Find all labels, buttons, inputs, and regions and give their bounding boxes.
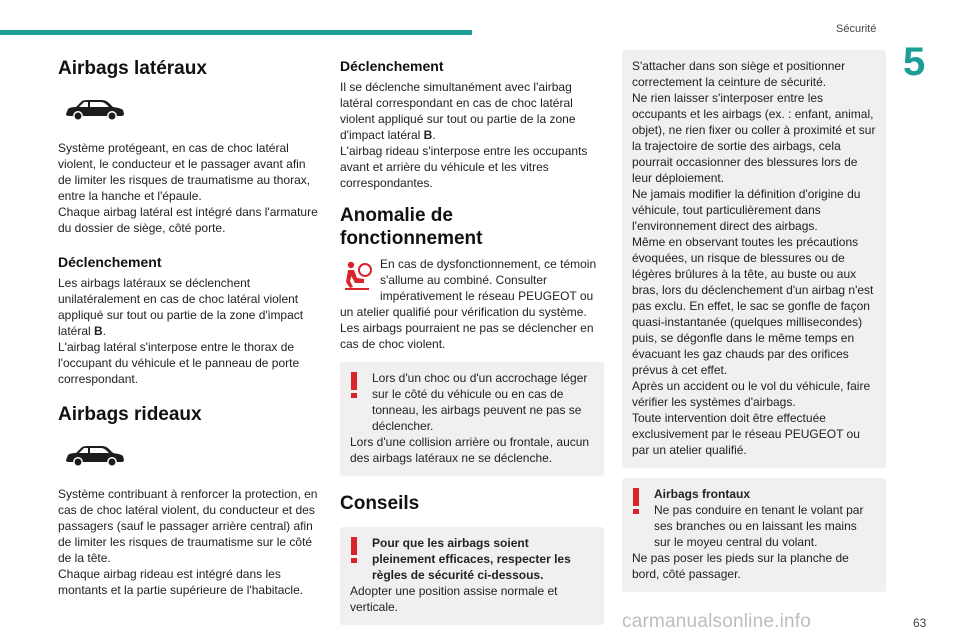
- watermark: carmanualsonline.info: [622, 611, 812, 632]
- paragraph: Lors d'un choc ou d'un accrochage léger sur le côté du véhicule ou en cas de tonneau, les airbags peuvent ne pas se déclencher.: [372, 371, 588, 433]
- paragraph: Ne jamais modifier la définition d'origine du véhicule, tout particulièrement dans l'environnement direct des airbags.: [632, 187, 861, 233]
- subheading-declenchement: Déclenchement: [340, 58, 444, 74]
- warning-exclamation-icon: [632, 488, 640, 514]
- paragraph: Adopter une position assise normale et verticale.: [350, 584, 558, 614]
- warning-exclamation-icon: [350, 372, 358, 398]
- car-side-icon: [64, 98, 322, 122]
- paragraph: Même en observant toutes les précautions évoquées, un risque de blessures ou de légères brûlures à la tête, au buste ou aux bras, lors du déclenchement d'un airbag n'est pas exclu. En effet, le sac se gonfle de façon quasi-instantanée (quelques millisecondes) puis, se dégonfle dans le même temps en évacuant les gaz chauds par des orifices prévus à cet effet.: [632, 235, 874, 377]
- airbag-warning-lamp-icon: [340, 258, 374, 292]
- section-title: Sécurité: [836, 23, 877, 35]
- column-2: [340, 50, 604, 625]
- advice-box: [340, 527, 604, 625]
- paragraph: L'airbag rideau s'interpose entre les occupants avant et arrière du véhicule et les vitres correspondantes.: [340, 144, 588, 190]
- paragraph: Ne rien laisser s'interposer entre les occupants et les airbags (ex. : enfant, animal, objet), ne rien fixer ou coller à proximité et sur la trajectoire de sortie des airbags, cela pourrait occasionner des blessures lors de leur déploiement.: [632, 91, 876, 185]
- page-number: 63: [913, 616, 927, 630]
- warning-box: [340, 362, 604, 476]
- paragraph-bold: Pour que les airbags soient pleinement efficaces, respecter les règles de sécurité ci-dessous.: [372, 536, 571, 582]
- heading-airbags-rideaux: Airbags rideaux: [58, 404, 202, 425]
- paragraph: Système protégeant, en cas de choc latéral violent, le conducteur et le passager avant afin de limiter les risques de traumatisme au thorax, entre la hanche et l'épaule.: [58, 141, 311, 203]
- subheading-declenchement: Déclenchement: [58, 254, 162, 270]
- box-title: Airbags frontaux: [654, 487, 751, 501]
- paragraph: Chaque airbag rideau est intégré dans les montants et la partie supérieure de l'habitacle.: [58, 567, 304, 597]
- frontal-airbag-box: [622, 478, 886, 592]
- paragraph: S'attacher dans son siège et positionner correctement la ceinture de sécurité.: [632, 59, 846, 89]
- paragraph: Chaque airbag latéral est intégré dans l'armature du dossier de siège, côté porte.: [58, 205, 318, 235]
- chapter-number: 5: [903, 40, 926, 84]
- paragraph: Les airbags latéraux se déclenchent unilatéralement en cas de choc latéral violent appliqué sur tout ou partie de la zone d'impact latéral B.: [58, 276, 304, 338]
- paragraph: Après un accident ou le vol du véhicule, faire vérifier les systèmes d'airbags.: [632, 379, 871, 409]
- paragraph: Ne pas poser les pieds sur la planche de bord, côté passager.: [632, 551, 849, 581]
- heading-conseils: Conseils: [340, 493, 420, 514]
- car-side-icon: [64, 444, 322, 468]
- header-accent-bar: [0, 30, 472, 35]
- paragraph: Il se déclenche simultanément avec l'airbag latéral correspondant en cas de choc latéral violent appliqué sur tout ou partie de la zone d'impact latéral B.: [340, 80, 576, 142]
- paragraph: L'airbag latéral s'interpose entre le thorax de l'occupant du véhicule et le panneau de porte correspondant.: [58, 340, 300, 386]
- heading-airbags-lateraux: Airbags latéraux: [58, 58, 207, 79]
- safety-box: [622, 50, 886, 468]
- paragraph: Lors d'une collision arrière ou frontale, aucun des airbags latéraux ne se déclenche.: [350, 435, 590, 465]
- paragraph: Système contribuant à renforcer la protection, en cas de choc latéral violent, du conducteur et des passagers (sauf le passager arrière central) afin de limiter les risques de traumatisme sur le côté de la tête.: [58, 487, 318, 565]
- anomaly-block: [340, 256, 604, 352]
- warning-exclamation-icon: [350, 537, 358, 563]
- paragraph: Les airbags pourraient ne pas se déclencher en cas de choc violent.: [340, 321, 594, 351]
- column-1: [58, 50, 322, 598]
- heading-anomalie: Anomalie de fonctionnement: [340, 205, 483, 249]
- column-3: [622, 50, 886, 592]
- paragraph: Toute intervention doit être effectuée exclusivement par le réseau PEUGEOT ou par un atelier qualifié.: [632, 411, 860, 457]
- paragraph: En cas de dysfonctionnement, ce témoin s'allume au combiné. Consulter impérativement le réseau PEUGEOT ou un atelier qualifié pour vérification du système.: [340, 257, 597, 319]
- paragraph: Ne pas conduire en tenant le volant par ses branches ou en laissant les mains sur le moyeu central du volant.: [654, 503, 864, 549]
